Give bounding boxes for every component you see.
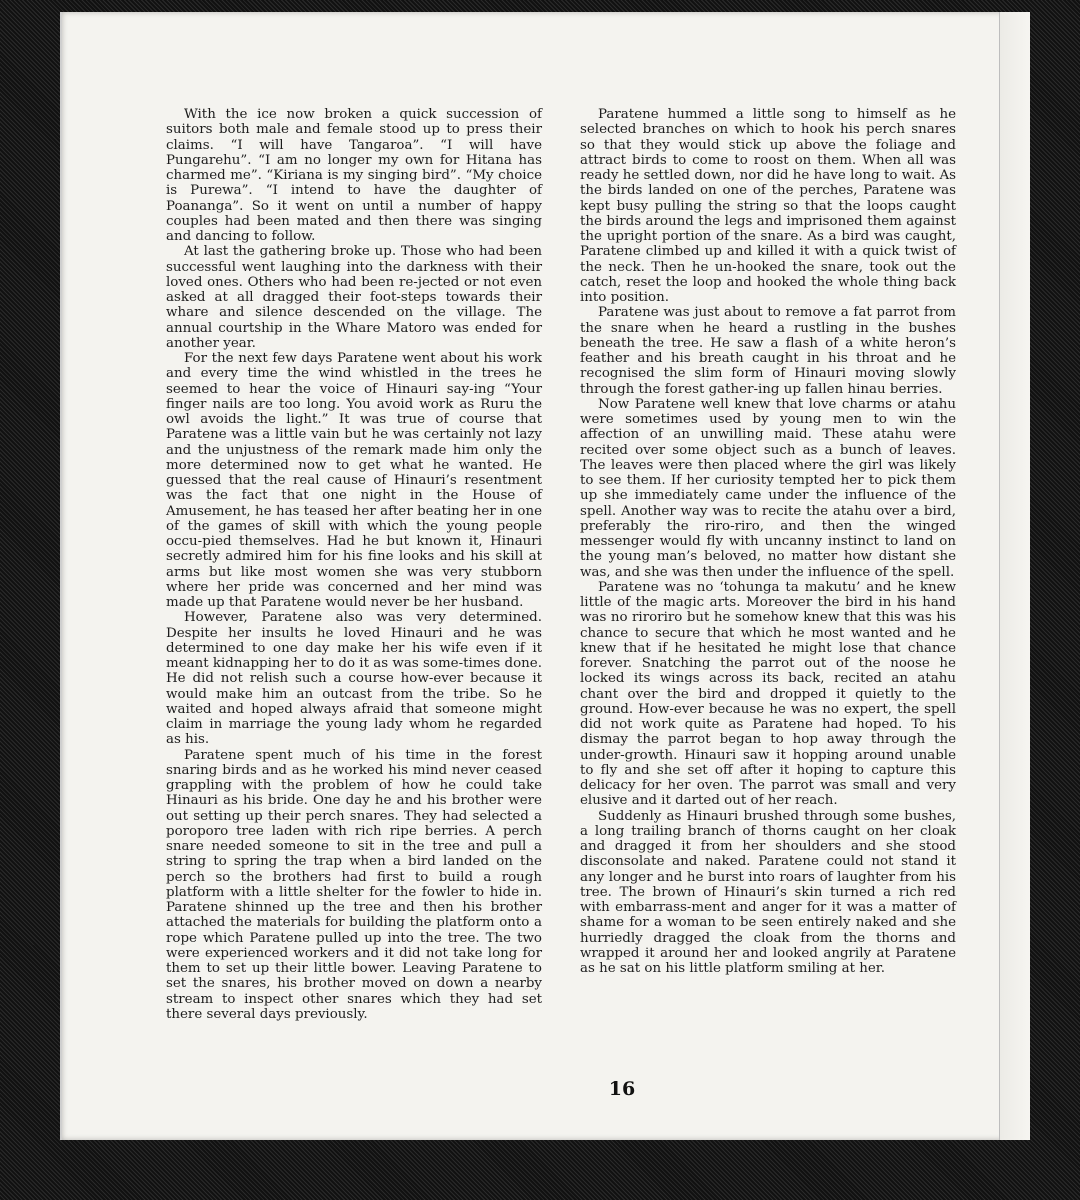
right-paragraph-5: Suddenly as Hinauri brushed through some bushes, a long trailing branch of thorns caught on her cloak and dragged it from her shoulders and she stood disconsolate and naked. Paratene could not stand it any longer and he burst into roars of laughter from his tree. The brown of Hinauri’s skin turned a rich red with embarrass-ment and anger for it was a matter of shame for a woman to be seen entirely naked and she hurriedly dragged the cloak from the thorns and wrapped it around her and looked angrily at Paratene as he sat on his little platform smiling at her.: [580, 808, 956, 976]
right-column: [580, 107, 956, 976]
left-paragraph-3: For the next few days Paratene went about his work and every time the wind whistled in the trees he seemed to hear the voice of Hinauri say-ing “Your finger nails are too long. You avoid work as Ruru the owl avoids the light.” It was true of course that Paratene was a little vain but he was certainly not lazy and the unjustness of the remark made him only the more determined now to get what he wanted. He guessed that the real cause of Hinauri’s resentment was the fact that one night in the House of Amusement, he has teased her after beating her in one of the games of skill with which the young people occu-pied themselves. Had he but known it, Hinauri secretly admired him for his fine looks and his skill at arms but like most women she was very stubborn where her pride was concerned and her mind was made up that Paratene would never be her husband.: [166, 351, 542, 610]
right-paragraph-1: Paratene hummed a little song to himself as he selected branches on which to hook his perch snares so that they would stick up above the foliage and attract birds to come to roost on them. When all was ready he settled down, nor did he have long to wait. As the birds landed on one of the perches, Paratene was kept busy pulling the string so that the loops caught the birds around the legs and imprisoned them against the upright portion of the snare. As a bird was caught, Paratene climbed up and killed it with a quick twist of the neck. Then he un-hooked the snare, took out the catch, reset the loop and hooked the whole thing back into position.: [580, 107, 956, 305]
left-paragraph-4: However, Paratene also was very determined. Despite her insults he loved Hinauri and he was determined to one day make her his wife even if it meant kidnapping her to do it as was some-times done. He did not relish such a course how-ever because it would make him an outcast from the tribe. So he waited and hoped always afraid that someone might claim in marriage the young lady whom he regarded as his.: [166, 610, 542, 748]
right-paragraph-4: Paratene was no ‘tohunga ta makutu’ and he knew little of the magic arts. Moreover the bird in his hand was no riroriro but he somehow knew that this was his chance to secure that which he most wanted and he knew that if he hesitated he might lose that chance forever. Snatching the parrot out of the noose he locked its wings across its back, recited an atahu chant over the bird and dropped it quietly to the ground. How-ever because he was no expert, the spell did not work quite as Paratene had hoped. To his dismay the parrot began to hop away through the under-growth. Hinauri saw it hopping around unable to fly and she set off after it hoping to capture this delicacy for her oven. The parrot was small and very elusive and it darted out of her reach.: [580, 579, 956, 809]
page-number: 16: [608, 1078, 636, 1100]
page-edge: [999, 12, 1030, 1140]
right-paragraph-2: Paratene was just about to remove a fat parrot from the snare when he heard a rustling in the bushes beneath the tree. He saw a flash of a white heron’s feather and his breath caught in his throat and he recognised the slim form of Hinauri moving slowly through the forest gather-ing up fallen hinau berries.: [580, 305, 956, 397]
left-paragraph-2: At last the gathering broke up. Those who had been successful went laughing into the darkness with their loved ones. Others who had been re-jected or not even asked at all dragged their foot-steps towards their whare and silence descended on the village. The annual courtship in the Whare Matoro was ended for another year.: [166, 244, 542, 351]
left-column: [166, 107, 542, 1022]
right-paragraph-3: Now Paratene well knew that love charms or atahu were sometimes used by young men to win the affection of an unwilling maid. These atahu were recited over some object such as a bunch of leaves. The leaves were then placed where the girl was likely to see them. If her curiosity tempted her to pick them up she immediately came under the influence of the spell. Another way was to recite the atahu over a bird, preferably the riro-riro, and then the winged messenger would fly with uncanny instinct to land on the young man’s beloved, no matter how distant she was, and she was then under the influence of the spell.: [580, 396, 956, 580]
book-page: [60, 12, 1030, 1140]
left-paragraph-5: Paratene spent much of his time in the forest snaring birds and as he worked his mind never ceased grappling with the problem of how he could take Hinauri as his bride. One day he and his brother were out setting up their perch snares. They had selected a poroporo tree laden with rich ripe berries. A perch snare needed someone to sit in the tree and pull a string to spring the trap when a bird landed on the perch so the brothers had first to build a rough platform with a little shelter for the fowler to hide in. Paratene shinned up the tree and then his brother attached the materials for building the platform onto a rope which Paratene pulled up into the tree. The two were experienced workers and it did not take long for them to set up their little bower. Leaving Paratene to set the snares, his brother moved on down a nearby stream to inspect other snares which they had set there several days previously.: [166, 747, 542, 1022]
left-paragraph-1: With the ice now broken a quick succession of suitors both male and female stood up to press their claims. “I will have Tangaroa”. “I will have Pungarehu”. “I am no longer my own for Hitana has charmed me”. “Kiriana is my singing bird”. “My choice is Purewa”. “I intend to have the daughter of Poananga”. So it went on until a number of happy couples had been mated and then there was singing and dancing to follow.: [166, 107, 542, 244]
